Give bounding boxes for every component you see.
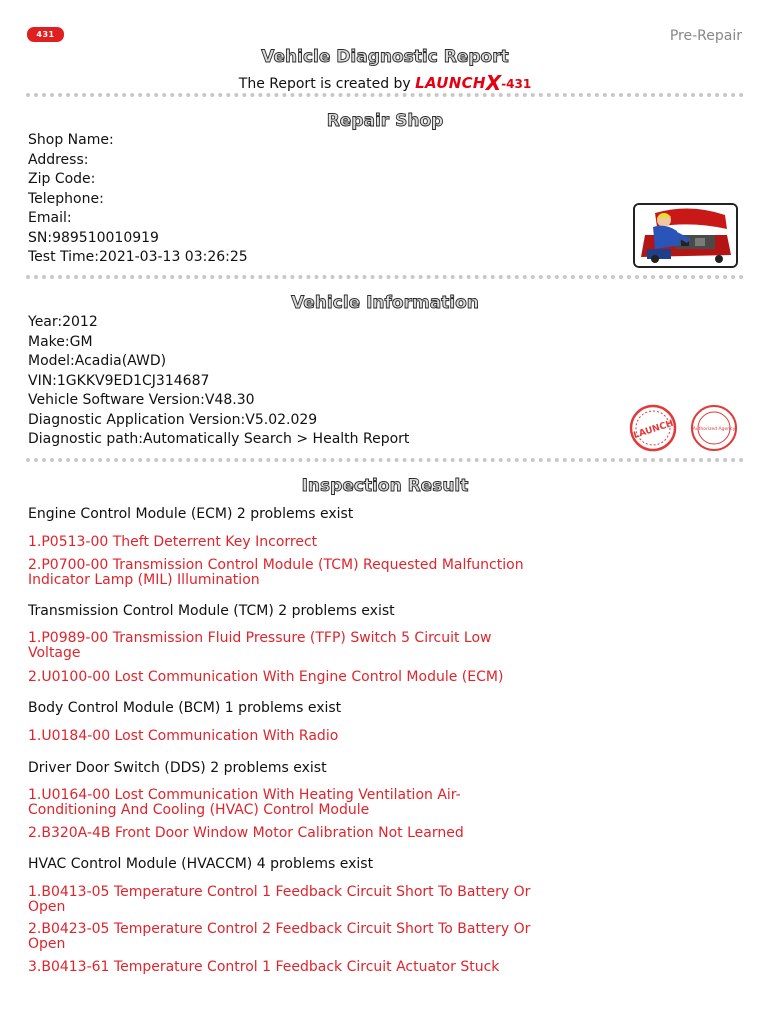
email-line: Email:	[28, 210, 72, 226]
year-line: Year:2012	[28, 314, 98, 330]
fault-code: 3.B0413-61 Temperature Control 1 Feedback Circuit Actuator Stuck	[28, 959, 500, 975]
launch-badge: 431	[27, 27, 64, 42]
brand-x-mark: X	[485, 71, 502, 95]
fault-code: 2.U0100-00 Lost Communication With Engine Control Module (ECM)	[28, 669, 504, 685]
fault-code: 1.P0513-00 Theft Deterrent Key Incorrect	[28, 534, 318, 550]
created-by-text: The Report is created by	[238, 76, 411, 92]
zip-code-line: Zip Code:	[28, 171, 96, 187]
vehicle-software-version-line: Vehicle Software Version:V48.30	[28, 392, 255, 408]
section-divider	[26, 93, 744, 97]
fault-code: 1.B0413-05 Temperature Control 1 Feedback Circuit Short To Battery Or Open	[28, 884, 531, 915]
mechanic-illustration	[633, 203, 738, 268]
authorized-stamp-text: Authorized Agency	[692, 427, 736, 432]
authorized-stamp	[690, 404, 738, 452]
brand-model: -431	[501, 77, 532, 91]
launch-stamp	[629, 404, 677, 452]
fault-code: 1.U0164-00 Lost Communication With Heating Ventilation Air-Conditioning And Cooling (HVAC) Control Module	[28, 787, 461, 818]
address-line: Address:	[28, 151, 89, 168]
diagnostic-app-version-line: Diagnostic Application Version:V5.02.029	[28, 411, 318, 428]
report-title: Vehicle Diagnostic Report	[261, 47, 509, 67]
model-line: Model:Acadia(AWD)	[28, 353, 167, 369]
test-time-line: Test Time:2021-03-13 03:26:25	[28, 249, 248, 265]
module-tcm: Transmission Control Module (TCM) 2 problems exist	[28, 603, 395, 619]
report-status-label: Pre-Repair	[669, 28, 742, 44]
inspection-result-heading: Inspection Result	[301, 476, 469, 496]
vin-line: VIN:1GKKV9ED1CJ314687	[28, 372, 210, 389]
launch-stamp-text: LAUNCH	[632, 418, 675, 442]
brand-name: LAUNCH	[415, 74, 486, 92]
module-dds: Driver Door Switch (DDS) 2 problems exist	[28, 760, 327, 776]
module-bcm: Body Control Module (BCM) 1 problems exist	[28, 700, 342, 716]
module-hvaccm: HVAC Control Module (HVACCM) 4 problems exist	[28, 856, 374, 872]
created-by-line	[0, 69, 770, 93]
module-ecm: Engine Control Module (ECM) 2 problems exist	[28, 506, 354, 522]
telephone-line: Telephone:	[28, 190, 104, 207]
section-divider	[26, 275, 744, 279]
make-line: Make:GM	[28, 333, 93, 350]
fault-code: 2.B320A-4B Front Door Window Motor Calibration Not Learned	[28, 825, 464, 841]
repair-shop-heading: Repair Shop	[326, 111, 444, 131]
fault-code: 1.U0184-00 Lost Communication With Radio	[28, 728, 339, 744]
diagnostic-path-line: Diagnostic path:Automatically Search > Health Report	[28, 431, 410, 447]
vehicle-info-heading: Vehicle Information	[291, 293, 479, 313]
serial-number-line: SN:989510010919	[28, 229, 159, 246]
fault-code: 1.P0989-00 Transmission Fluid Pressure (TFP) Switch 5 Circuit Low Voltage	[28, 630, 492, 661]
shop-name-line: Shop Name:	[28, 132, 114, 148]
fault-code: 2.P0700-00 Transmission Control Module (TCM) Requested Malfunction Indicator Lamp (MIL) Illumination	[28, 557, 524, 588]
fault-code: 2.B0423-05 Temperature Control 2 Feedback Circuit Short To Battery Or Open	[28, 921, 531, 952]
section-divider	[26, 458, 744, 462]
